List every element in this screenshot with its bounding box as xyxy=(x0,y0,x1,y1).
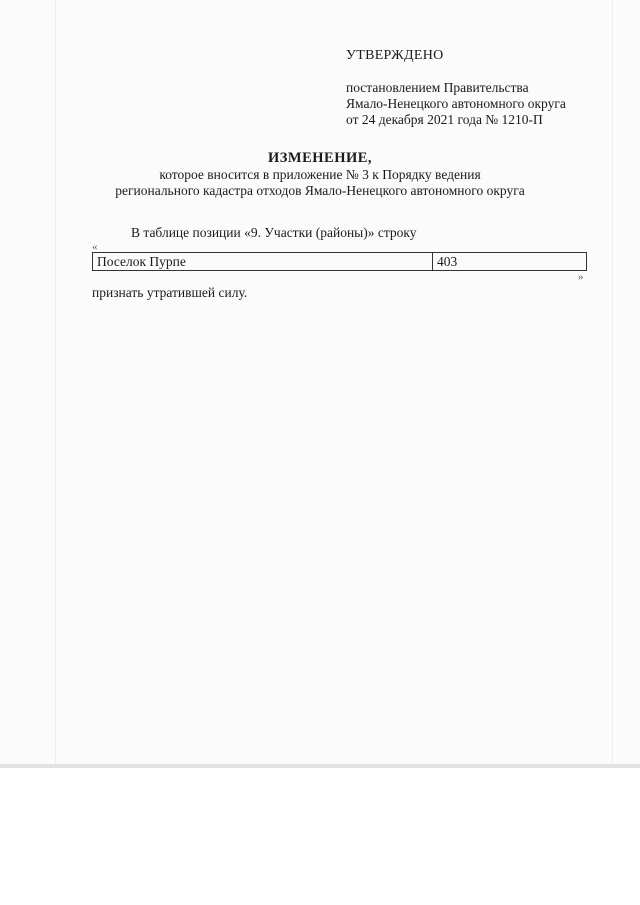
table-cell-name: Поселок Пурпе xyxy=(93,253,433,270)
scan-shadow-right xyxy=(612,0,613,764)
subtitle-line: регионального кадастра отходов Ямало-Ненецкого автономного округа xyxy=(115,183,525,198)
opening-quote: « xyxy=(92,241,98,253)
closing-text: признать утратившей силу. xyxy=(92,285,248,300)
approval-line: Ямало-Ненецкого автономного округа xyxy=(346,96,566,111)
table-cell-value: 403 xyxy=(437,254,458,269)
document-title: ИЗМЕНЕНИЕ, xyxy=(267,150,373,166)
approval-line: от 24 декабря 2021 года № 1210-П xyxy=(346,112,543,127)
scan-bottom-edge xyxy=(0,764,640,768)
approval-heading: УТВЕРЖДЕНО xyxy=(346,48,444,63)
body-paragraph: В таблице позиции «9. Участки (районы)» строку xyxy=(131,225,417,240)
closing-quote: » xyxy=(578,271,584,283)
document-subtitle xyxy=(0,167,640,199)
table-row xyxy=(92,252,587,271)
approval-line: постановлением Правительства xyxy=(346,80,529,95)
approval-block xyxy=(346,80,566,128)
subtitle-line: которое вносится в приложение № 3 к Порядку ведения xyxy=(159,167,481,182)
scan-shadow-left xyxy=(55,0,56,764)
